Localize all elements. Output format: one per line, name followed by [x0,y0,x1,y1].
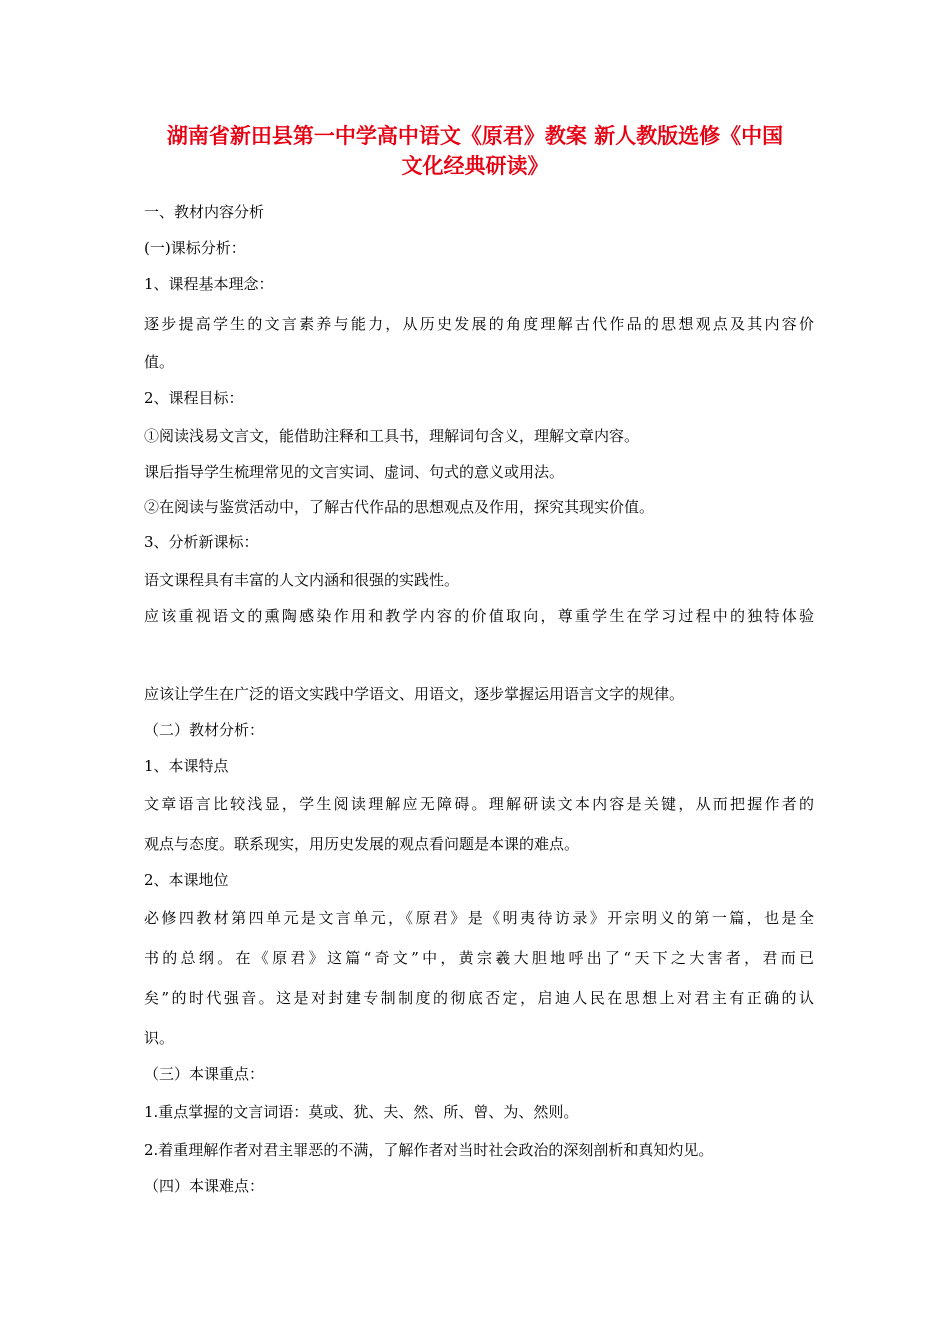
item-heading-lesson-position: 2、本课地位 [144,871,229,889]
section-heading-textbook-analysis: 一、教材内容分析 [144,203,265,221]
paragraph-line: ①阅读浅易文言文，能借助注释和工具书，理解词句含义，理解文章内容。 [144,427,640,445]
item-heading-course-goal: 2、课程目标： [144,389,244,407]
item-heading-basic-concept: 1、课程基本理念： [144,275,274,293]
paragraph-line: 2.着重理解作者对君主罪恶的不满，了解作者对当时社会政治的深刻剖析和真知灼见。 [144,1141,714,1159]
paragraph-line: 识。 [144,1029,175,1047]
paragraph-line: 课后指导学生梳理常见的文言实词、虚词、句式的意义或用法。 [144,463,565,481]
paragraph-line: 语文课程具有丰富的人文内涵和很强的实践性。 [144,571,460,589]
paragraph-line: 必修四教材第四单元是文言单元，《原君》是《明夷待访录》开宗明义的第一篇，也是全 [144,909,814,927]
subsection-heading-key-points: （三）本课重点： [144,1065,265,1083]
paragraph-line: 1.重点掌握的文言词语：莫或、犹、夫、然、所、曾、为、然则。 [144,1103,579,1121]
paragraph-line: 书的总纲。在《原君》这篇“奇文”中，黄宗羲大胆地呼出了“天下之大害者，君而已 [144,949,814,967]
item-heading-lesson-features: 1、本课特点 [144,757,229,775]
subsection-heading-material-analysis: （二）教材分析： [144,721,265,739]
paragraph-line: 逐步提高学生的文言素养与能力，从历史发展的角度理解古代作品的思想观点及其内容价 [144,315,814,333]
subsection-heading-curriculum-analysis: (一)课标分析： [144,239,246,257]
paragraph-line: 矣”的时代强音。这是对封建专制制度的彻底否定，启迪人民在思想上对君主有正确的认 [144,989,814,1007]
document-title-line-1: 湖南省新田县第一中学高中语文《原君》教案 新人教版选修《中国 [166,123,784,148]
paragraph-line: 值。 [144,353,175,371]
document-title-line-2: 文化经典研读》 [401,153,549,178]
paragraph-line: 观点与态度。联系现实，用历史发展的观点看问题是本课的难点。 [144,835,580,853]
subsection-heading-difficult-points: （四）本课难点： [144,1177,265,1195]
paragraph-line: 应该重视语文的熏陶感染作用和教学内容的价值取向，尊重学生在学习过程中的独特体验 [144,607,814,625]
paragraph-line: ②在阅读与鉴赏活动中，了解古代作品的思想观点及作用，探究其现实价值。 [144,498,655,516]
item-heading-new-standard: 3、分析新课标： [144,533,259,551]
paragraph-line: 应该让学生在广泛的语文实践中学语文、用语文，逐步掌握运用语言文字的规律。 [144,685,685,703]
paragraph-line: 文章语言比较浅显，学生阅读理解应无障碍。理解研读文本内容是关键，从而把握作者的 [144,795,814,813]
